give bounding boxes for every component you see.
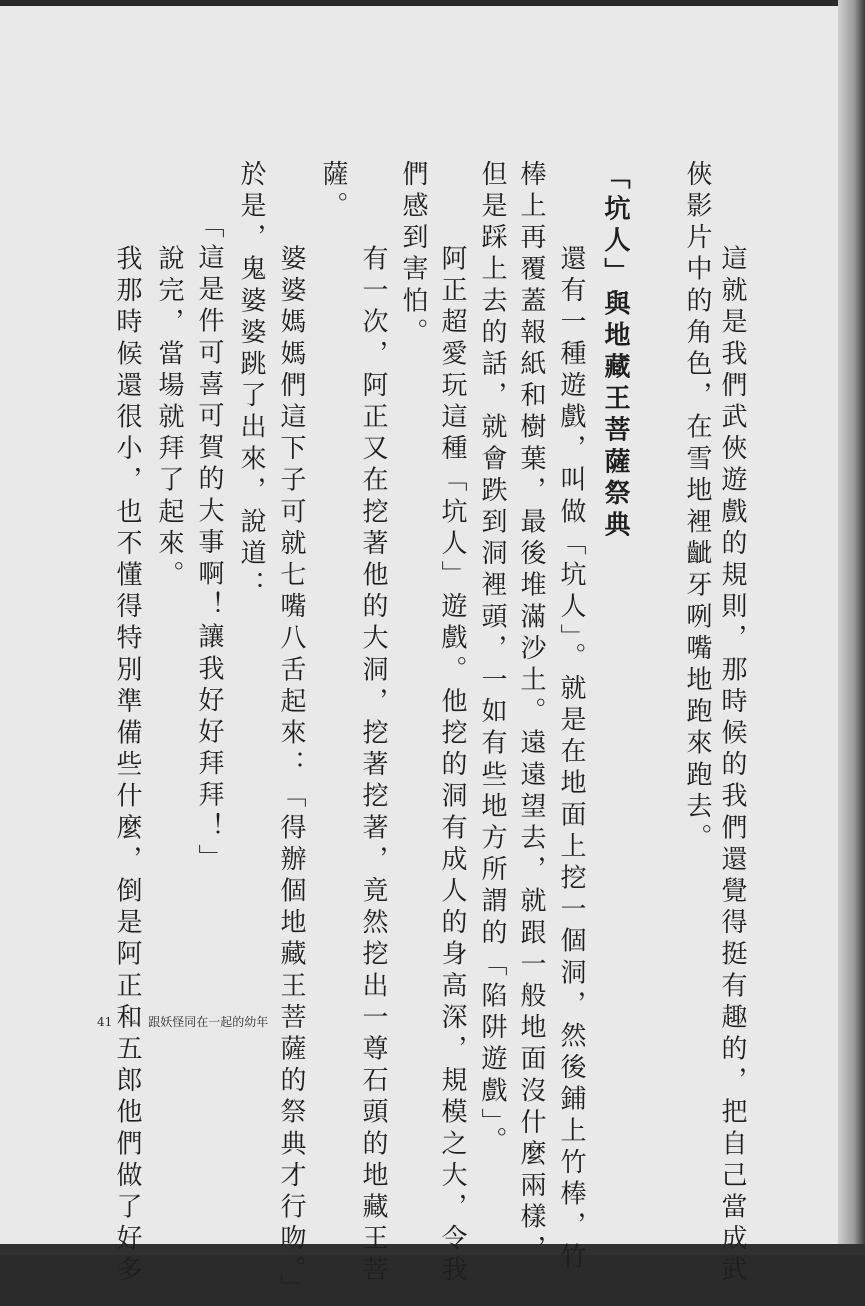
text-column-15: 我那時候還很小，也不懂得特別準備些什麼，倒是阿正和五郎他們做了好多 <box>112 213 142 1288</box>
text-column-7: 阿正超愛玩這種「坑人」遊戲。他挖的洞有成人的身高深，規模之大，令我 <box>437 213 467 1288</box>
section-heading: 「坑人」與地藏王菩薩祭典 <box>600 163 630 543</box>
page-footer <box>97 1013 268 1030</box>
chapter-title: 一、跟妖怪同在一起的幼年 <box>124 1015 269 1029</box>
text-column-2: 俠影片中的角色，在雪地裡齜牙咧嘴地跑來跑去。 <box>682 160 712 856</box>
page-number: 41 <box>97 1015 113 1029</box>
text-column-10: 薩。 <box>318 160 348 224</box>
text-column-14: 說完，當場就拜了起來。 <box>154 213 184 593</box>
text-column-12: 於是，鬼婆婆跳了出來，說道： <box>236 160 266 603</box>
text-column-4: 還有一種遊戲，叫做「坑人」。就是在地面上挖一個洞，然後鋪上竹棒，竹 <box>556 213 586 1275</box>
text-column-9: 有一次，阿正又在挖著他的大洞，挖著挖著，竟然挖出一尊石頭的地藏王菩 <box>358 213 388 1288</box>
text-column-5: 棒上再覆蓋報紙和樹葉，最後堆滿沙土。遠遠望去，就跟一般地面沒什麼兩樣， <box>516 160 546 1266</box>
text-column-1: 這就是我們武俠遊戲的規則，那時候的我們還覺得挺有趣的，把自己當成武 <box>717 213 747 1288</box>
text-column-6: 但是踩上去的話，就會跌到洞裡頭，一如有些地方所謂的「陷阱遊戲」。 <box>477 160 507 1159</box>
book-gutter <box>838 0 865 1255</box>
text-column-8: 們感到害怕。 <box>398 160 428 350</box>
text-column-13: 「這是件可喜可賀的大事啊！讓我好好拜拜！」 <box>194 212 224 876</box>
text-column-11: 婆婆媽媽們這下子可就七嘴八舌起來：「得辦個地藏王菩薩的祭典才行吻。」 <box>276 213 306 1306</box>
